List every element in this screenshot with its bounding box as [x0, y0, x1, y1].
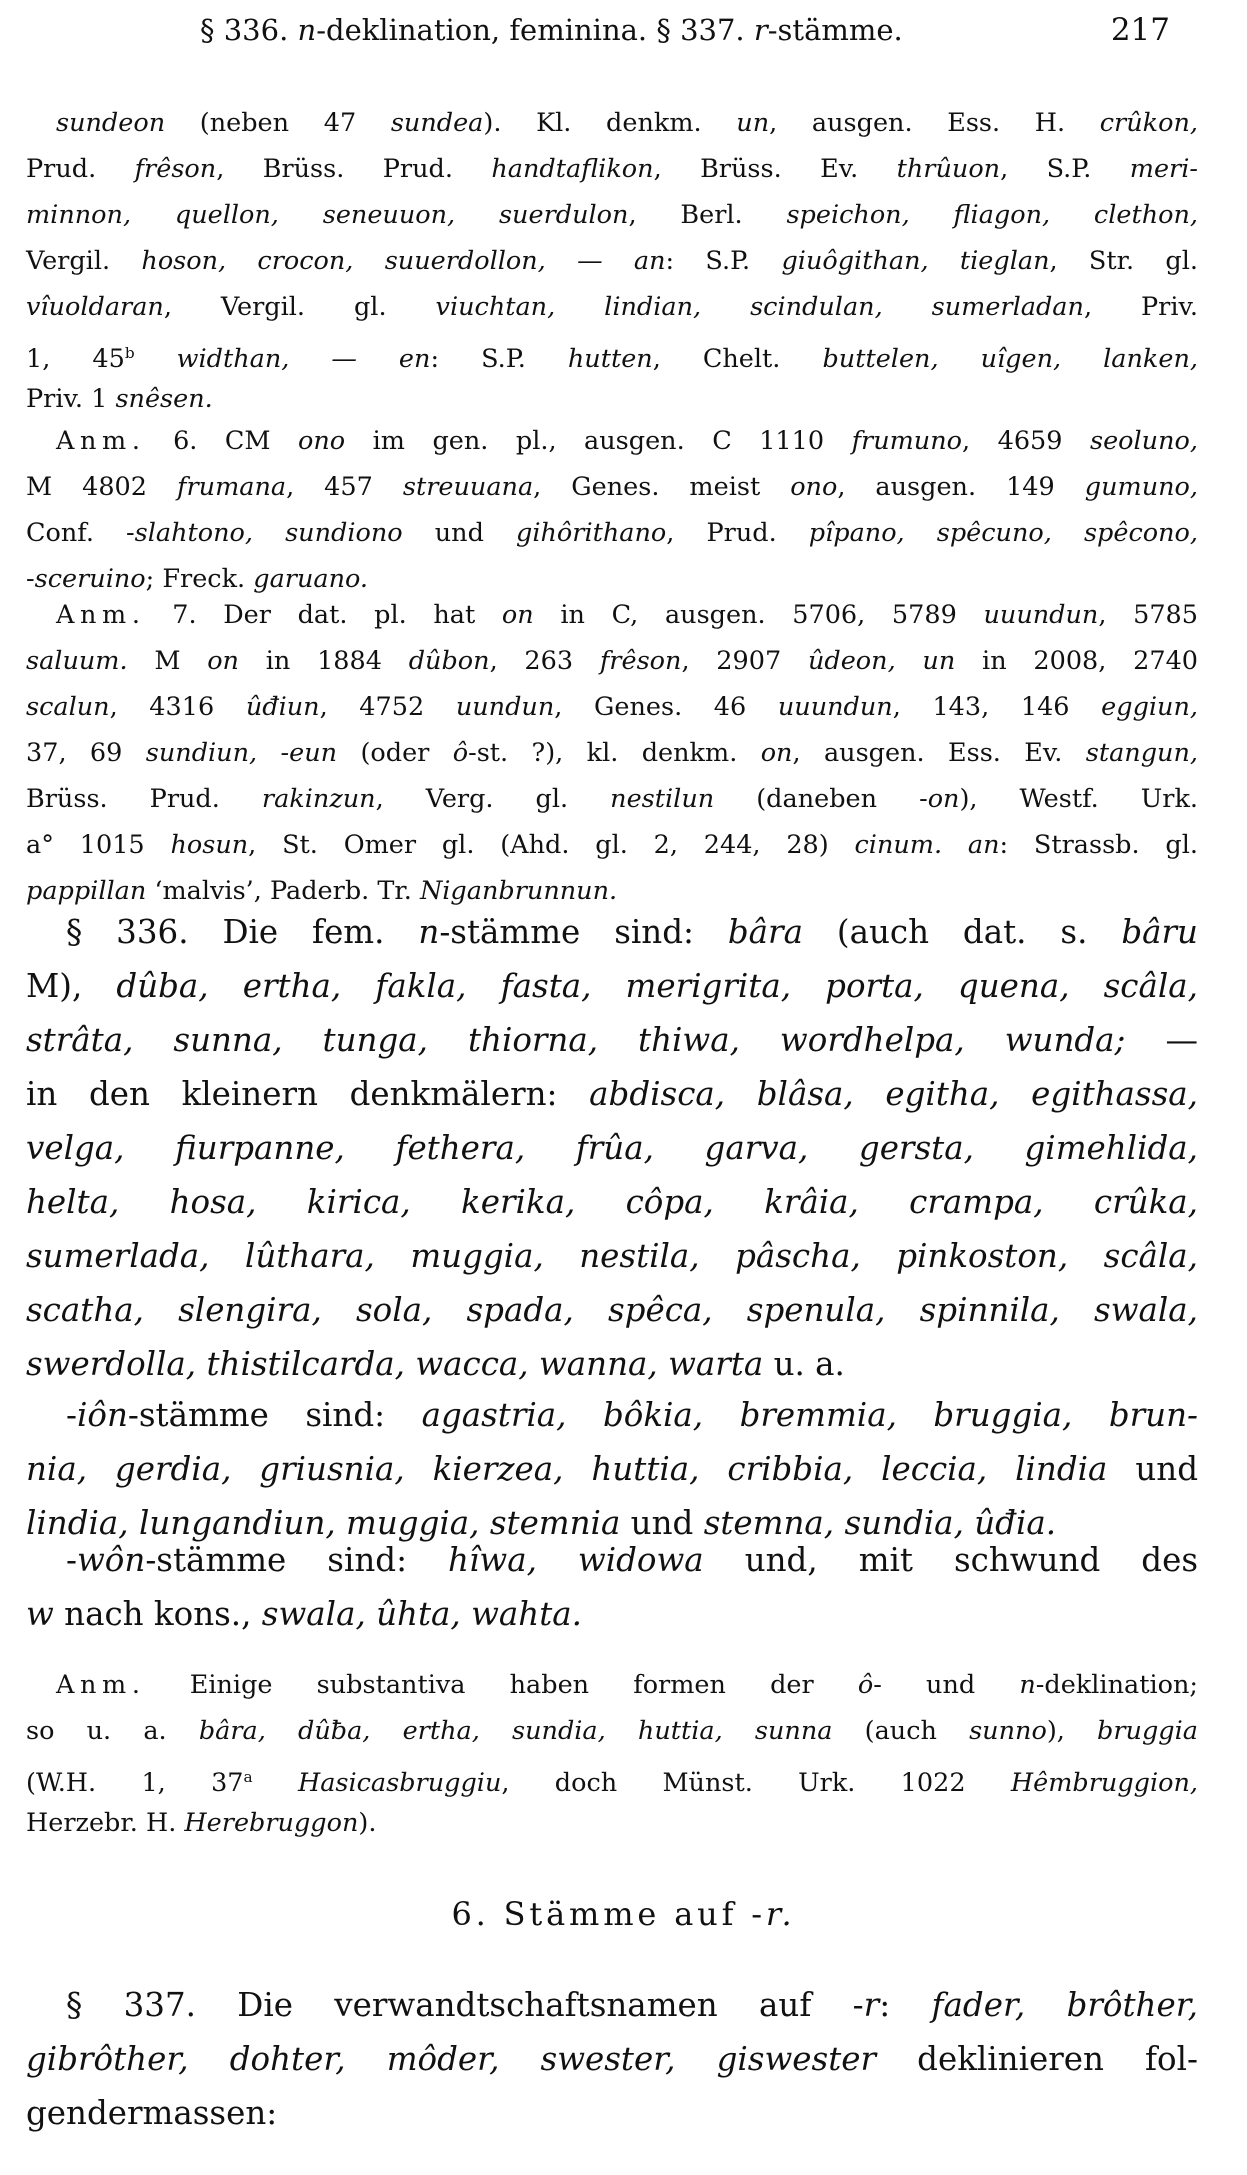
italic-word: gihôrithano: [516, 518, 667, 548]
text-run: , Verg. gl.: [375, 784, 611, 814]
text-run: und, mit schwund des: [703, 1541, 1198, 1579]
text-line: [26, 592, 1198, 638]
text-line: [26, 1587, 1198, 1641]
italic-word: abdisca, blâsa, egitha, egithassa,: [589, 1075, 1198, 1113]
text-line: [26, 2032, 1198, 2086]
italic-word: stangun,: [1085, 738, 1198, 768]
italic-word: uundun: [455, 692, 555, 722]
italic-word: fader, brôther,: [931, 1986, 1199, 2024]
italic-word: bruggia: [1097, 1716, 1198, 1746]
text-line: [26, 730, 1198, 776]
text-line: [26, 192, 1198, 238]
text-run: Vergil.: [26, 246, 142, 276]
italic-word: r: [863, 1986, 880, 2024]
italic-word: hoson, crocon, suuerdollon, — an: [141, 246, 666, 276]
text-line: [26, 822, 1198, 868]
italic-word: dûbon: [408, 646, 490, 676]
text-run: u. a.: [763, 1345, 845, 1383]
italic-word: garuano.: [253, 564, 369, 594]
text-line: [26, 238, 1198, 284]
text-run: -: [66, 1541, 77, 1579]
won-stems-paragraph: [26, 1533, 1198, 1641]
text-run: § 337. Die verwandtschaftsnamen auf -: [66, 1986, 864, 2024]
text-run: und: [620, 1504, 704, 1542]
text-run: -: [66, 1396, 77, 1434]
text-run: -stämme sind:: [145, 1541, 449, 1579]
text-run: , St. Omer gl. (Ahd. gl. 2, 244, 28): [248, 830, 855, 860]
text-line: [26, 1283, 1198, 1337]
italic-word: ô: [857, 1670, 874, 1700]
italic-word: pappillan: [26, 876, 147, 906]
italic-word: sundeon: [56, 108, 166, 138]
text-line: [26, 1662, 1198, 1708]
note-anm-6: [26, 418, 1198, 602]
text-run: -deklination, feminina. § 337.: [316, 13, 754, 47]
text-run: (auch: [832, 1716, 970, 1746]
text-run: [253, 1768, 298, 1798]
italic-word: speichon, fliagon, clethon,: [786, 200, 1198, 230]
text-run: ), Westf. Urk.: [959, 784, 1199, 814]
text-line: [26, 1121, 1198, 1175]
text-run: M: [127, 646, 208, 676]
text-run: in 1884: [238, 646, 409, 676]
italic-word: uuundun: [777, 692, 893, 722]
italic-word: nestilun: [610, 784, 715, 814]
text-run: , 143, 146: [892, 692, 1102, 722]
italic-word: uuundun: [983, 600, 1099, 630]
text-line: [26, 1978, 1198, 2032]
text-run: , 5785: [1098, 600, 1199, 630]
text-run: , Brüss. Prud.: [216, 154, 492, 184]
italic-word: helta, hosa, kirica, kerika, côpa, krâia, crampa, crûka,: [26, 1183, 1198, 1221]
text-run: ).: [358, 1808, 377, 1838]
text-run: :: [879, 1986, 932, 2024]
text-line: [26, 464, 1198, 510]
italic-word: swerdolla, thistilcarda, wacca, wanna, warta: [26, 1345, 764, 1383]
text-run: Conf. -: [26, 518, 135, 548]
text-run: -deklination;: [1035, 1670, 1198, 1700]
italic-word: stemna, sundia, ûđia.: [703, 1504, 1057, 1542]
text-run: nach kons.,: [53, 1595, 262, 1633]
text-line: [26, 959, 1198, 1013]
section-heading: [0, 1890, 1247, 1938]
text-run: , 457: [286, 472, 403, 502]
text-run: 37, 69: [26, 738, 146, 768]
text-line: [26, 1388, 1198, 1442]
italic-word: minnon, quellon, seneuuon, suerdulon: [26, 200, 629, 230]
italic-word: bâra: [727, 913, 803, 951]
text-run: so u. a.: [26, 1716, 199, 1746]
page-number: 217: [1110, 12, 1170, 48]
italic-word: velga, fiurpanne, fethera, frûa, garva, gersta, gimehlida,: [26, 1129, 1198, 1167]
text-run: und: [1107, 1450, 1198, 1488]
text-line: [26, 146, 1198, 192]
italic-word: ono: [298, 426, 346, 456]
text-run: : S.P.: [430, 344, 568, 375]
italic-word: agastria, bôkia, bremmia, bruggia, brun-: [421, 1396, 1199, 1434]
text-run: , Genes. 46: [554, 692, 778, 722]
italic-word: scalun: [26, 692, 110, 722]
italic-word: dûba, ertha, fakla, fasta, merigrita, porta, quena, scâla,: [116, 967, 1198, 1005]
text-run: (oder: [337, 738, 453, 768]
text-run: 6. CM: [145, 426, 298, 456]
text-run: , 2907: [681, 646, 808, 676]
text-line: [26, 100, 1198, 146]
text-run: —: [1125, 1021, 1198, 1059]
italic-word: sundea: [390, 108, 484, 138]
italic-word: ûdeon, un: [807, 646, 956, 676]
text-run: Anm.: [56, 600, 146, 630]
text-run: -stämme sind:: [127, 1396, 422, 1434]
text-run: -stämme.: [767, 13, 903, 47]
text-run: , Str. gl.: [1049, 246, 1198, 276]
text-run: (auch dat. s.: [802, 913, 1122, 951]
text-line: [26, 2086, 1198, 2140]
italic-word: handtaflikon: [491, 154, 654, 184]
italic-word: on: [760, 738, 793, 768]
text-line: [26, 1533, 1198, 1587]
text-run: , doch Münst. Urk. 1022: [501, 1768, 1011, 1799]
text-run: , Prud.: [666, 518, 809, 548]
italic-word: iôn: [76, 1396, 128, 1434]
text-line: [26, 510, 1198, 556]
text-run: Anm.: [56, 1670, 146, 1700]
text-run: Brüss. Prud.: [26, 784, 262, 814]
italic-word: sceruino: [34, 564, 146, 594]
italic-word: sumerlada, lûthara, muggia, nestila, pâscha, pinkoston, scâla,: [26, 1237, 1198, 1275]
italic-word: n: [418, 913, 440, 951]
italic-word: bâru: [1121, 913, 1198, 951]
text-run: Prud.: [26, 154, 135, 184]
italic-word: strâta, sunna, tunga, thiorna, thiwa, wordhelpa, wunda;: [26, 1021, 1126, 1059]
text-line: [26, 638, 1198, 684]
text-run: 7. Der dat. pl. hat: [145, 600, 502, 630]
italic-word: vîuoldaran: [26, 292, 164, 322]
text-run: ; Freck.: [145, 564, 254, 594]
text-run: , Berl.: [628, 200, 787, 230]
text-line: [26, 1337, 1198, 1391]
text-run: ),: [1046, 1716, 1098, 1746]
italic-word: buttelen, uîgen, lanken,: [822, 344, 1198, 375]
text-run: , 4316: [109, 692, 246, 722]
text-run: in C, ausgen. 5706, 5789: [533, 600, 984, 630]
text-run: und: [402, 518, 517, 548]
text-run: -st. ?), kl. denkm.: [468, 738, 761, 768]
superscript: b: [124, 344, 135, 362]
text-run: deklinieren fol-: [876, 2040, 1199, 2078]
text-run: , ausgen. Ess. H.: [769, 108, 1100, 138]
text-run: a° 1015: [26, 830, 171, 860]
paragraph-337: [26, 1978, 1198, 2140]
italic-word: w: [26, 1595, 54, 1633]
italic-word: Herebruggon: [184, 1808, 359, 1838]
italic-word: on: [927, 784, 960, 814]
text-line: [26, 418, 1198, 464]
text-run: , 4659: [962, 426, 1090, 456]
italic-word: cinum. an: [854, 830, 1000, 860]
text-run: , Genes. meist: [533, 472, 791, 502]
italic-word: sundiun, -eun: [145, 738, 338, 768]
text-run: ‘malvis’, Paderb. Tr.: [146, 876, 420, 906]
italic-word: r: [753, 13, 768, 47]
text-run: , S.P.: [1000, 154, 1130, 184]
text-run: , 263: [489, 646, 600, 676]
italic-word: n: [1019, 1670, 1036, 1700]
italic-word: frêson: [134, 154, 217, 184]
text-line: [26, 1442, 1198, 1496]
italic-word: gibrôther, dohter, môder, swester, giswester: [26, 2040, 877, 2078]
italic-word: slahtono, sundiono: [134, 518, 403, 548]
text-run: , Chelt.: [652, 344, 823, 375]
text-run: , ausgen. Ess. Ev.: [792, 738, 1086, 768]
italic-word: scatha, slengira, sola, spada, spêca, spenula, spinnila, swala,: [26, 1291, 1198, 1329]
italic-word: pîpano, spêcuno, spêcono,: [808, 518, 1198, 548]
text-run: -stämme sind:: [439, 913, 728, 951]
paragraph-336: [26, 905, 1198, 1391]
text-run: : S.P.: [665, 246, 782, 276]
text-run: 1, 45: [26, 344, 125, 375]
text-run: in 2008, 2740: [955, 646, 1199, 676]
italic-word: giuôgithan, tieglan: [781, 246, 1050, 276]
text-line: [26, 905, 1198, 959]
text-run: Priv. 1: [26, 384, 116, 414]
text-run: Einige substantiva haben formen der: [145, 1670, 858, 1700]
italic-word: on: [501, 600, 534, 630]
text-run: : Strassb. gl.: [999, 830, 1198, 860]
italic-word: bâra, dûƀa, ertha, sundia, huttia, sunna: [198, 1716, 833, 1746]
text-run: , Brüss. Ev.: [653, 154, 897, 184]
text-run: im gen. pl., ausgen. C 1110: [345, 426, 852, 456]
italic-word: Hasicasbruggiu: [297, 1768, 502, 1799]
italic-word: swala, ûhta, wahta.: [261, 1595, 582, 1633]
text-run: , ausgen. 149: [837, 472, 1085, 502]
text-line: [26, 284, 1198, 330]
italic-word: Hêmbruggion,: [1010, 1768, 1199, 1799]
italic-word: rakinzun: [261, 784, 376, 814]
ion-stems-paragraph: [26, 1388, 1198, 1550]
italic-word: snêsen.: [115, 384, 213, 414]
italic-word: nia, gerdia, griusnia, kierzea, huttia, cribbia, leccia, lindia: [26, 1450, 1108, 1488]
italic-word: streuuana: [402, 472, 534, 502]
text-run: M),: [26, 967, 117, 1005]
text-line: [26, 1013, 1198, 1067]
italic-word: sunno: [969, 1716, 1047, 1746]
text-line: [26, 684, 1198, 730]
text-line: [26, 376, 1198, 422]
text-run: (neben 47: [165, 108, 391, 138]
text-run: § 336. Die fem.: [66, 913, 419, 951]
text-run: - und: [873, 1670, 1020, 1700]
text-run: [135, 344, 177, 374]
text-line: [26, 1175, 1198, 1229]
note-anm-336: [26, 1662, 1198, 1846]
text-run: M 4802: [26, 472, 178, 502]
text-run: gendermassen:: [26, 2094, 278, 2132]
text-line: [26, 776, 1198, 822]
text-run: 6. Stämme auf -: [451, 1895, 766, 1933]
italic-word: seoluno,: [1090, 426, 1198, 456]
italic-word: frumuno: [851, 426, 963, 456]
running-head-title: [200, 8, 903, 52]
italic-word: viuchtan, lindian, scindulan, sumerladan: [435, 292, 1084, 322]
text-run: , Priv.: [1083, 292, 1199, 322]
text-line: [26, 1229, 1198, 1283]
text-line: [26, 1708, 1198, 1754]
continuation-paragraph: [26, 100, 1198, 422]
text-line: [26, 1067, 1198, 1121]
italic-word: n: [297, 13, 317, 47]
italic-word: gumuno,: [1084, 472, 1198, 502]
text-run: ). Kl. denkm.: [483, 108, 737, 138]
italic-word: on: [207, 646, 239, 676]
italic-word: ô: [452, 738, 469, 768]
text-run: -: [26, 564, 35, 594]
italic-word: hutten: [567, 344, 653, 375]
italic-word: ûđiun: [245, 692, 320, 722]
italic-word: crûkon,: [1099, 108, 1198, 138]
text-line: [26, 1800, 1198, 1846]
italic-word: frêson: [599, 646, 682, 676]
text-run: Anm.: [56, 426, 146, 456]
text-run: (daneben -: [714, 784, 928, 814]
text-line: [26, 1754, 1198, 1800]
italic-word: ono: [790, 472, 838, 502]
italic-word: un: [736, 108, 770, 138]
text-line: [26, 330, 1198, 376]
text-run: in den kleinern denkmälern:: [26, 1075, 590, 1113]
italic-word: hîwa, widowa: [448, 1541, 704, 1579]
italic-word: wôn: [76, 1541, 146, 1579]
running-head: [200, 8, 1200, 52]
italic-word: r.: [765, 1895, 796, 1933]
italic-word: lindia, lungandiun, muggia, stemnia: [26, 1504, 621, 1542]
italic-word: saluum.: [26, 646, 128, 676]
text-run: , Vergil. gl.: [163, 292, 436, 322]
italic-word: meri-: [1129, 154, 1198, 184]
superscript: a: [243, 1768, 253, 1786]
italic-word: thrûuon: [896, 154, 1001, 184]
text-run: Herzebr. H.: [26, 1808, 185, 1838]
italic-word: hosun: [170, 830, 249, 860]
text-run: § 336.: [200, 13, 298, 47]
italic-word: frumana: [177, 472, 287, 502]
text-run: (W.H. 1, 37: [26, 1768, 244, 1799]
italic-word: widthan, — en: [176, 344, 431, 375]
italic-word: Niganbrunnun.: [419, 876, 618, 906]
text-run: , 4752: [319, 692, 456, 722]
note-anm-7: [26, 592, 1198, 914]
italic-word: eggiun,: [1101, 692, 1199, 722]
